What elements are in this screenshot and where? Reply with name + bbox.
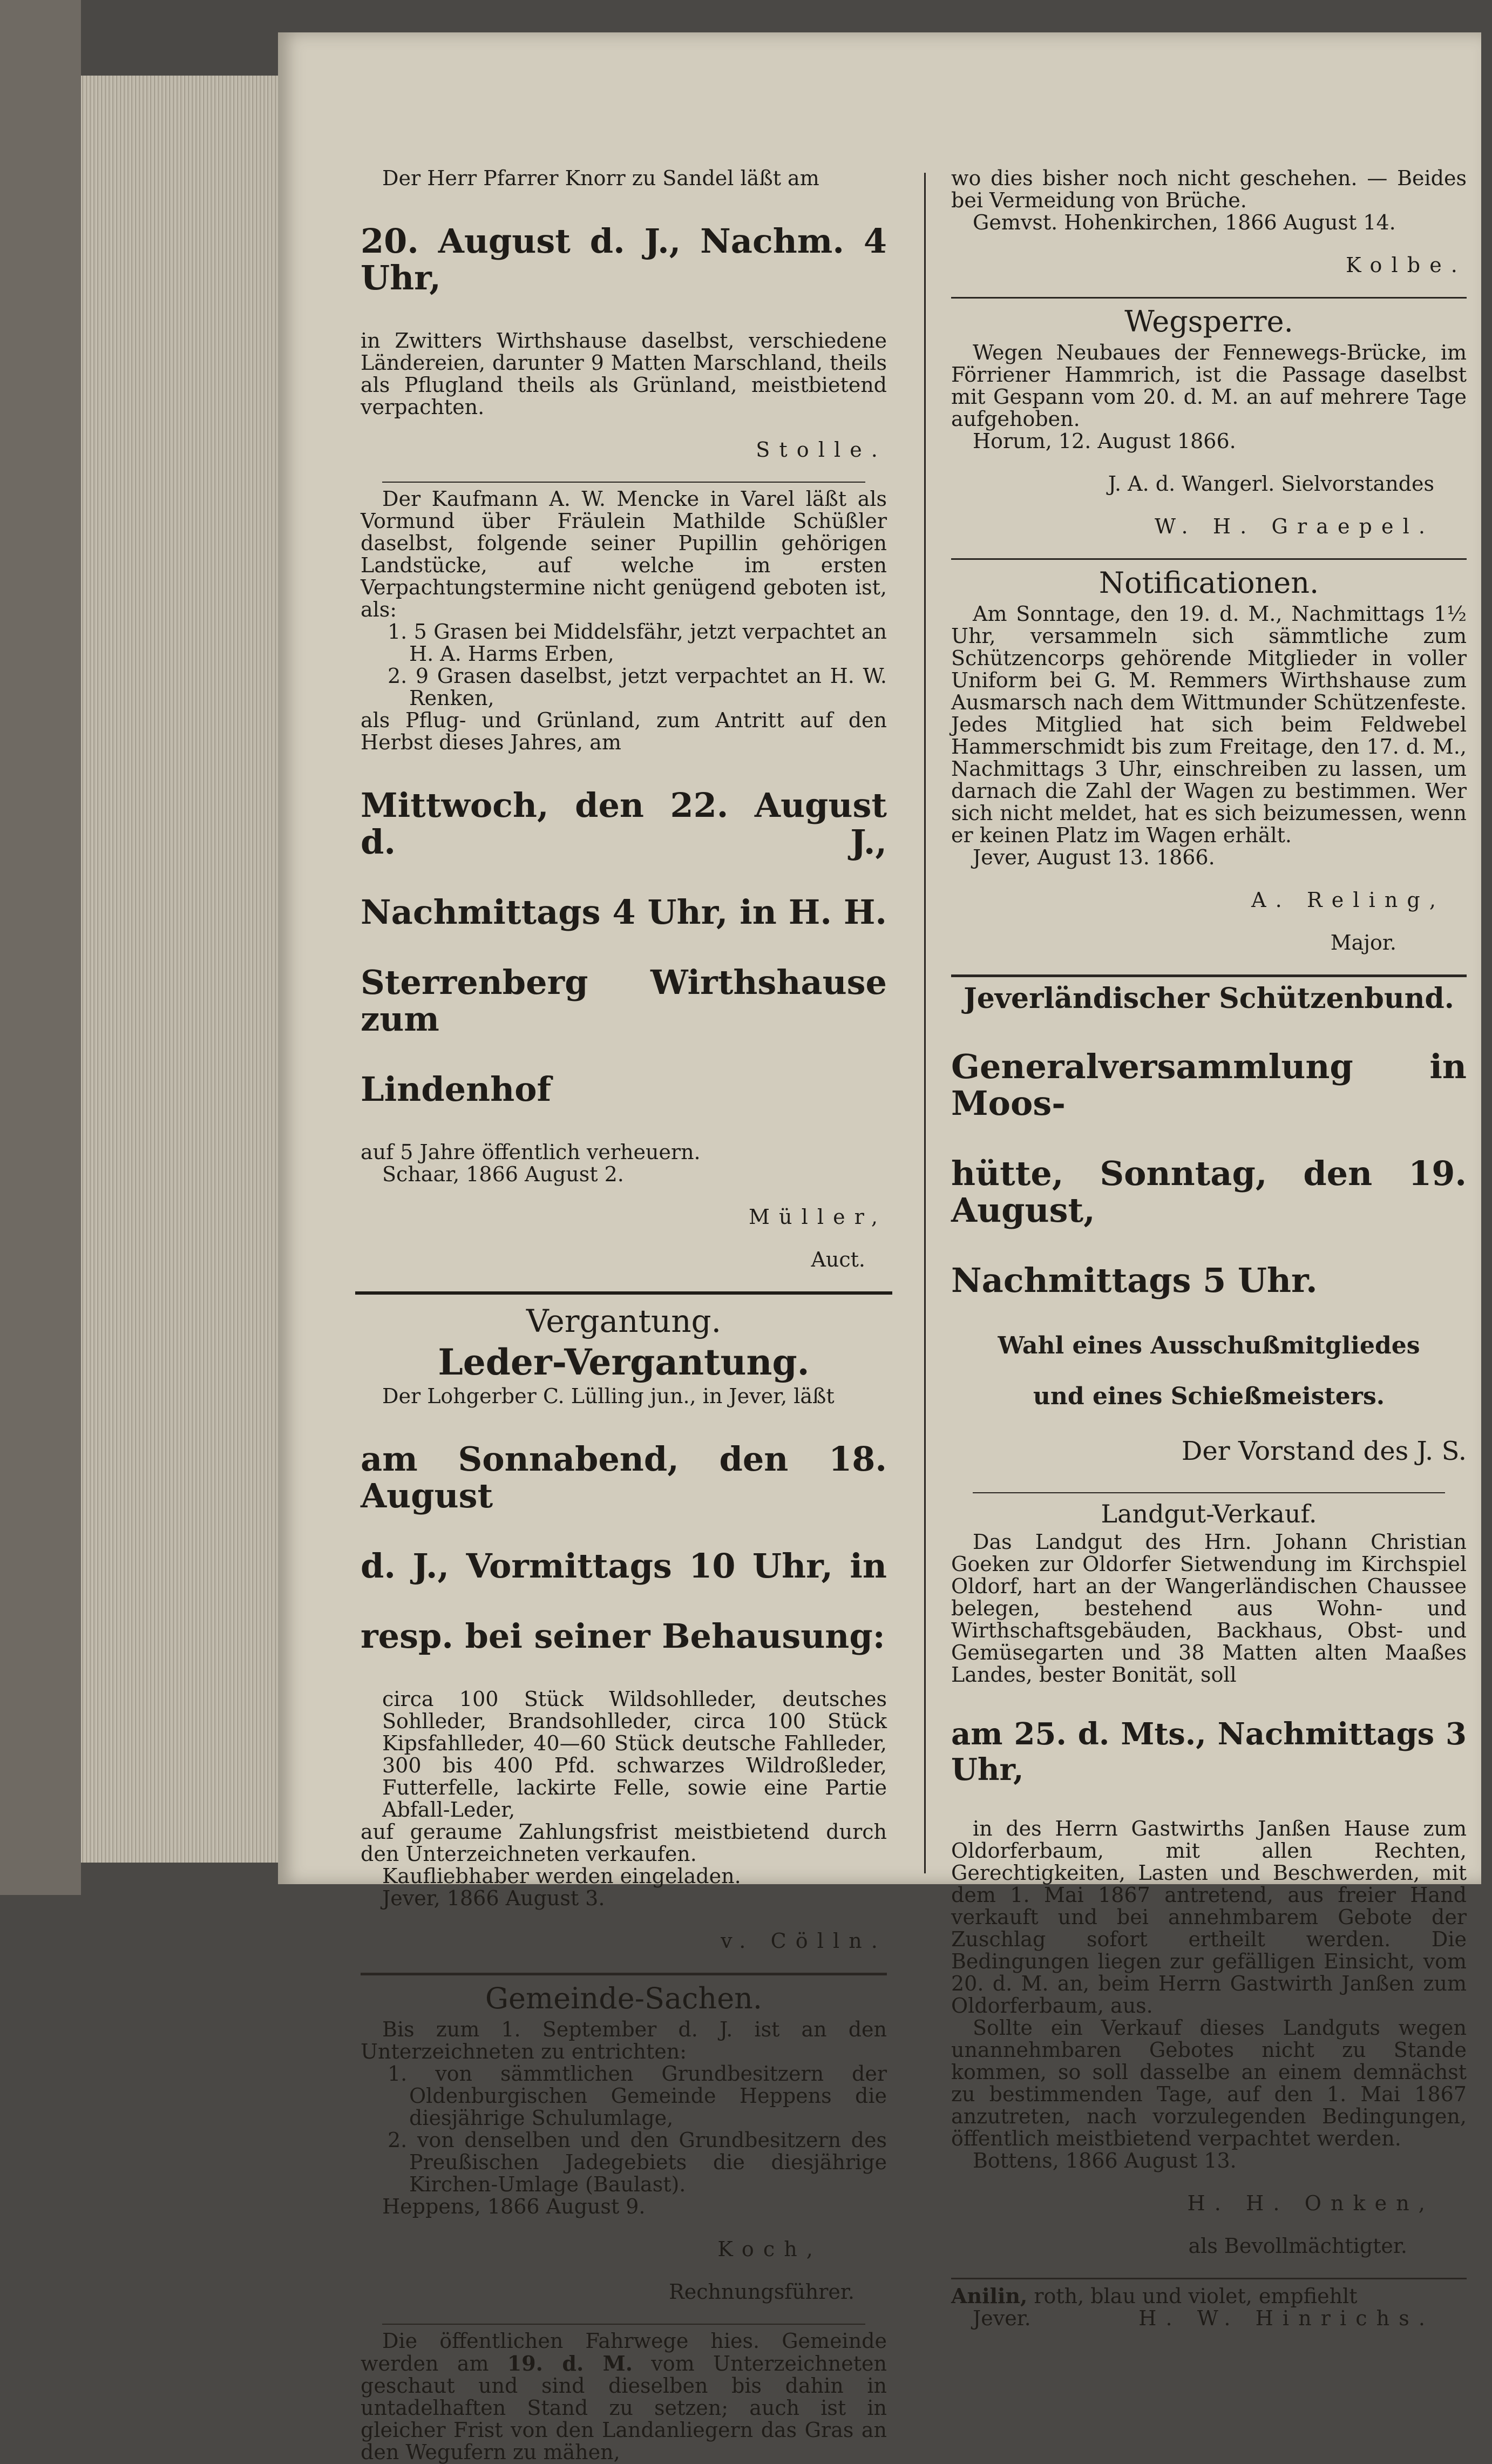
ad-date-headline: Nachmittags 4 Uhr, in H. H. [361, 892, 887, 932]
section-heading: Vergantung. [526, 1303, 722, 1339]
ad-date-headline: Generalversammlung in Moos- [951, 1047, 1467, 1123]
list-item: 2. von denselben und den Grundbesitzern des Preußischen Jadegebiets die diesjährige Kirchen-Umlage (Baulast). [388, 2128, 887, 2196]
ad-date-headline: Sterrenberg Wirthshause zum [361, 963, 887, 1039]
section-rule [951, 297, 1467, 299]
ad-signature: v. Cölln. [721, 1929, 887, 1953]
ad-anilin [951, 2285, 1467, 2330]
book-cover-edge [0, 0, 81, 1895]
right-column [951, 167, 1467, 2330]
ad-body: auf geraume Zahlungsfrist meistbietend durch den Unterzeichneten verkaufen. [361, 1820, 887, 1866]
ad-continuation [951, 167, 1467, 276]
ad-place-date: Schaar, 1866 August 2. [382, 1162, 624, 1186]
section-rule [951, 2278, 1467, 2279]
ad-wegsperre [951, 304, 1467, 538]
ad-date-headline: resp. bei seiner Behausung: [361, 1616, 885, 1656]
list-item: 1. 5 Grasen bei Middelsfähr, jetzt verpachtet an H. A. Harms Erben, [388, 620, 887, 666]
ad-landgut [951, 1499, 1467, 2257]
ad-place: Jever. [973, 2306, 1031, 2330]
section-heading: Landgut-Verkauf. [1101, 1499, 1317, 1528]
ad-place-date: Horum, 12. August 1866. [973, 429, 1236, 453]
ad-place-date: Heppens, 1866 August 9. [382, 2195, 646, 2218]
section-heading: Jeverländischer Schützenbund. [964, 982, 1454, 1015]
ad-intro: Bis zum 1. September d. J. ist an den Unterzeichneten zu entrichten: [361, 2018, 887, 2063]
ad-date-headline: hütte, Sonntag, den 19. August, [951, 1154, 1467, 1230]
ad-signature: H. W. Hinrichs. [1138, 2306, 1434, 2330]
list-item: 2. 9 Grasen daselbst, jetzt verpachtet an H. W. Renken, [388, 664, 887, 710]
ad-date-headline: 20. August d. J., Nachm. 4 Uhr, [361, 221, 887, 297]
divider [382, 482, 865, 483]
ad-intro: Der Herr Pfarrer Knorr zu Sandel läßt am [382, 166, 819, 190]
ad-body: als Pflug- und Grünland, zum Antritt auf den Herbst dieses Jahres, am [361, 708, 887, 754]
ad-intro: Der Lohgerber C. Lülling jun., in Jever, läßt [382, 1384, 835, 1408]
ad-signature: Stolle. [756, 438, 887, 462]
section-heading: Wegsperre. [1124, 304, 1293, 339]
ad-signature: W. H. Graepel. [1155, 515, 1434, 538]
ad-mencke [361, 488, 887, 1271]
section-rule [361, 1973, 887, 1975]
section-heading: Gemeinde-Sachen. [485, 1981, 763, 2015]
ad-notificationen [951, 565, 1467, 954]
ad-body: Sollte ein Verkauf dieses Landguts wegen unannehmbaren Gebotes nicht zu Stande kommen, so soll dasselbe an einem demnächst zu bestimmenden Tage, auf den 1. Mai 1867 anzutreten, nach vorzulegenden Bedingungen, öffentlich meistbietend verpachtet werden. [951, 2016, 1467, 2150]
ad-date-headline: Nachmittags 5 Uhr. [951, 1261, 1318, 1300]
list-item: 1. von sämmtlichen Grundbesitzern der Oldenburgischen Gemeinde Heppens die diesjährige Schulumlage, [388, 2062, 887, 2130]
ad-body-date: 19. d. M. [507, 2351, 633, 2375]
ad-body: in Zwitters Wirthshause daselbst, verschiedene Ländereien, darunter 9 Matten Marschland, theils als Pflugland theils als Grünland, meistbietend verpachten. [361, 329, 887, 419]
ad-date-headline: am Sonnabend, den 18. August [361, 1439, 887, 1515]
ad-gemeinde [361, 1981, 887, 2303]
ad-body: roth, blau und violet, empfiehlt [1027, 2284, 1358, 2308]
ad-intro: Der Kaufmann A. W. Mencke in Varel läßt als Vormund über Fräulein Mathilde Schüßler daselbst, folgende seiner Pupillin gehörigen Landstücke, auf welche im ersten Verpachtungstermine nicht genügend geboten ist, als: [361, 487, 887, 621]
ad-date-headline: am 25. d. Mts., Nachmittags 3 Uhr, [951, 1716, 1467, 1788]
ad-invite: Kaufliebhaber werden eingeladen. [382, 1864, 741, 1888]
ad-signature: A. Reling, [1251, 888, 1445, 912]
column-divider [924, 173, 926, 1873]
divider [973, 1492, 1445, 1493]
ad-signature: Müller, [749, 1205, 887, 1229]
ad-fahrwege [361, 2330, 887, 2463]
divider [382, 2324, 865, 2325]
ad-bold-line: und eines Schießmeisters. [1033, 1383, 1385, 1410]
ad-body: auf 5 Jahre öffentlich verheuern. [361, 1140, 701, 1164]
ad-signature: Koch, [717, 2237, 822, 2261]
ad-place-date: Jever, August 13. 1866. [973, 845, 1215, 869]
ad-intro: Das Landgut des Hrn. Johann Christian Goeken zur Oldorfer Sietwendung im Kirchspiel Oldorf, hart an der Wangerländischen Chaussee belegen, bestehend aus Wohn- und Wirthschaftsgebäuden, Backhaus, Obst- und Gemüsegarten und 38 Matten alten Maaßes Landes, bester Bonität, soll [951, 1530, 1467, 1687]
ad-body: in des Herrn Gastwirths Janßen Hause zum Oldorferbaum, mit allen Rechten, Gerechtigkeiten, Lasten und Beschwerden, mit dem 1. Mai 1867 antretend, aus freier Hand verkauft und bei annehmbarem Gebote der Zuschlag sofort ertheilt werden. Die Bedingungen liegen zur gefälligen Einsicht, vom 20. d. M. an, beim Herrn Gastwirth Janßen zum Oldorferbaum, aus. [951, 1817, 1467, 2018]
ad-date-headline: d. J., Vormittags 10 Uhr, in [361, 1546, 887, 1586]
ad-signature-role: Rechnungsführer. [669, 2280, 854, 2304]
ad-place-date: Jever, 1866 August 3. [382, 1886, 605, 1910]
ad-title: Leder-Vergantung. [438, 1341, 810, 1383]
ad-bold-line: Wahl eines Ausschußmitgliedes [998, 1332, 1420, 1359]
left-column [361, 167, 887, 2463]
section-rule [355, 1291, 892, 1295]
ad-body-start: Die öffentlichen Fahrwege hies. Gemeinde werden am [361, 2329, 887, 2375]
ad-signature: Der Vorstand des J. S. [1181, 1436, 1467, 1466]
ad-signature: H. H. Onken, [1187, 2191, 1434, 2215]
ad-signature-role: Auct. [811, 1248, 865, 1271]
ad-lead-word: Anilin, [951, 2284, 1028, 2308]
ad-lederverkauf [361, 1302, 887, 1952]
ad-body: Am Sonntage, den 19. d. M., Nachmittags 1½ Uhr, versammeln sich sämmtliche zum Schützencorps gehörende Mitglieder in voller Uniform bei G. M. Remmers Wirthshause zum Ausmarsch nach dem Wittmunder Schützenfeste. Jedes Mitglied hat sich beim Feldwebel Hammerschmidt bis zum Freitage, den 17. d. M., Nachmittags 3 Uhr, einschreiben zu lassen, um darnach die Zahl der Wagen zu bestimmen. Wer sich nicht meldet, hat es sich beizumessen, wenn er keinen Platz im Wagen erhält. [951, 602, 1467, 847]
ad-goods-list: circa 100 Stück Wildsohlleder, deutsches Sohlleder, Brandsohlleder, circa 100 Stück Kipsfahlleder, 40—60 Stück deutsche Fahlleder, 300 bis 400 Pfd. schwarzes Wildroßleder, Futterfelle, lackirte Felle, sowie eine Partie Abfall-Leder, [382, 1687, 887, 1822]
ad-knorr [361, 167, 887, 461]
ad-body: Wegen Neubaues der Fennewegs-Brücke, im Förriener Hammrich, ist die Passage daselbst mit Gespann vom 20. d. M. an auf mehrere Tage aufgehoben. [951, 341, 1467, 431]
page-stack-edges [81, 76, 278, 1863]
ad-date-headline: Lindenhof [361, 1069, 552, 1109]
ad-place-date: Gemvst. Hohenkirchen, 1866 August 14. [973, 211, 1396, 234]
ad-signature-role: Major. [1330, 931, 1396, 955]
ad-schuetzenbund [951, 983, 1467, 1466]
section-rule [951, 558, 1467, 560]
section-rule [951, 974, 1467, 977]
ad-signature: Kolbe. [1346, 253, 1467, 277]
ad-body: wo dies bisher noch nicht geschehen. — Beides bei Vermeidung von Brüche. [951, 166, 1467, 212]
ad-date-headline: Mittwoch, den 22. August d. J., [361, 786, 887, 862]
ad-body-end: vom Unterzeichneten geschaut und sind dieselben bis dahin in untadelhaften Stand zu setzen; auch ist in gleicher Frist von den Landanliegern das Gras an den Wegufern zu mähen, [361, 2352, 887, 2464]
ad-signature-role: als Bevollmächtigter. [1188, 2234, 1407, 2258]
ad-signature-role: J. A. d. Wangerl. Sielvorstandes [1108, 472, 1434, 496]
section-heading: Notificationen. [1098, 566, 1319, 600]
ad-place-date: Bottens, 1866 August 13. [973, 2149, 1237, 2172]
